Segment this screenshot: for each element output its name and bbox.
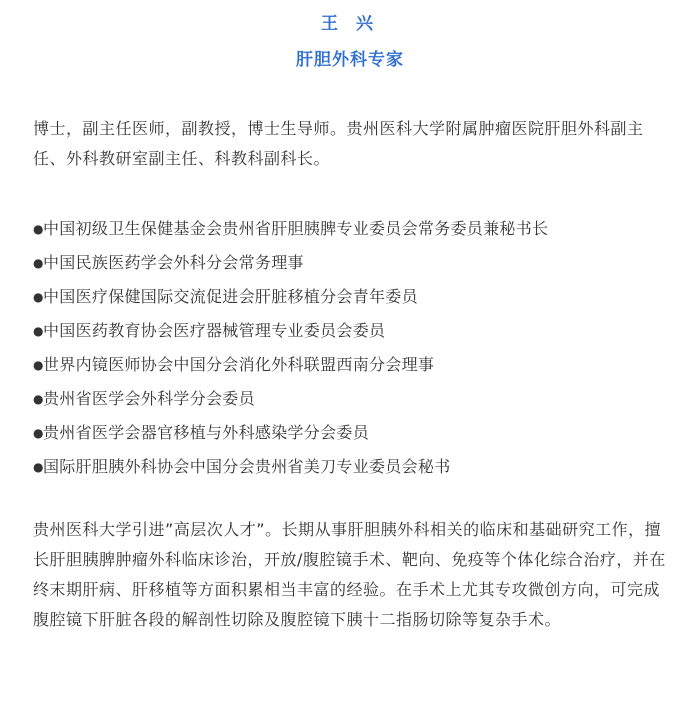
list-item <box>33 283 675 317</box>
list-item <box>33 419 675 453</box>
list-item <box>33 317 675 351</box>
position-text: 贵州省医学会外科学分会委员 <box>43 389 255 408</box>
bullet-icon: ● <box>33 426 44 440</box>
list-item <box>33 351 675 385</box>
position-text: 中国医疗保健国际交流促进会肝脏移植分会青年委员 <box>43 287 418 306</box>
bullet-icon: ● <box>33 324 44 338</box>
positions-list <box>33 215 675 487</box>
position-text: 中国医药教育协会医疗器械管理专业委员会委员 <box>43 321 386 340</box>
list-item <box>33 453 675 487</box>
bullet-icon: ● <box>33 392 44 406</box>
bullet-icon: ● <box>33 222 44 236</box>
bullet-icon: ● <box>33 256 44 270</box>
position-text: 国际肝胆胰外科协会中国分会贵州省美刀专业委员会秘书 <box>43 457 451 476</box>
position-text: 中国初级卫生保健基金会贵州省肝胆胰脾专业委员会常务委员兼秘书长 <box>43 219 549 238</box>
bullet-icon: ● <box>33 290 44 304</box>
list-item <box>33 249 675 283</box>
detail-paragraph: 贵州医科大学引进”高层次人才”。长期从事肝胆胰外科相关的临床和基础研究工作，擅长肝胆胰脾肿瘤外科临床诊治，开放/腹腔镜手术、靶向、免疫等个体化综合治疗，并在终末期肝病、肝移植等方面积累相当丰富的经验。在手术上尤其专攻微创方向，可完成腹腔镜下肝脏各段的解剖性切除及腹腔镜下胰十二指肠切除等复杂手术。 <box>33 520 666 629</box>
bullet-icon: ● <box>33 358 44 372</box>
position-text: 中国民族医药学会外科分会常务理事 <box>43 253 304 272</box>
doctor-name: 王 兴 <box>321 14 379 34</box>
position-text: 贵州省医学会器官移植与外科感染学分会委员 <box>43 423 370 442</box>
list-item <box>33 385 675 419</box>
doctor-specialty-title: 肝胆外科专家 <box>296 50 404 70</box>
position-text: 世界内镜医师协会中国分会消化外科联盟西南分会理事 <box>43 355 435 374</box>
bullet-icon: ● <box>33 460 44 474</box>
intro-paragraph: 博士，副主任医师，副教授，博士生导师。贵州医科大学附属肿瘤医院肝胆外科副主任、外科教研室副主任、科教科副科长。 <box>33 119 644 168</box>
list-item <box>33 215 675 249</box>
